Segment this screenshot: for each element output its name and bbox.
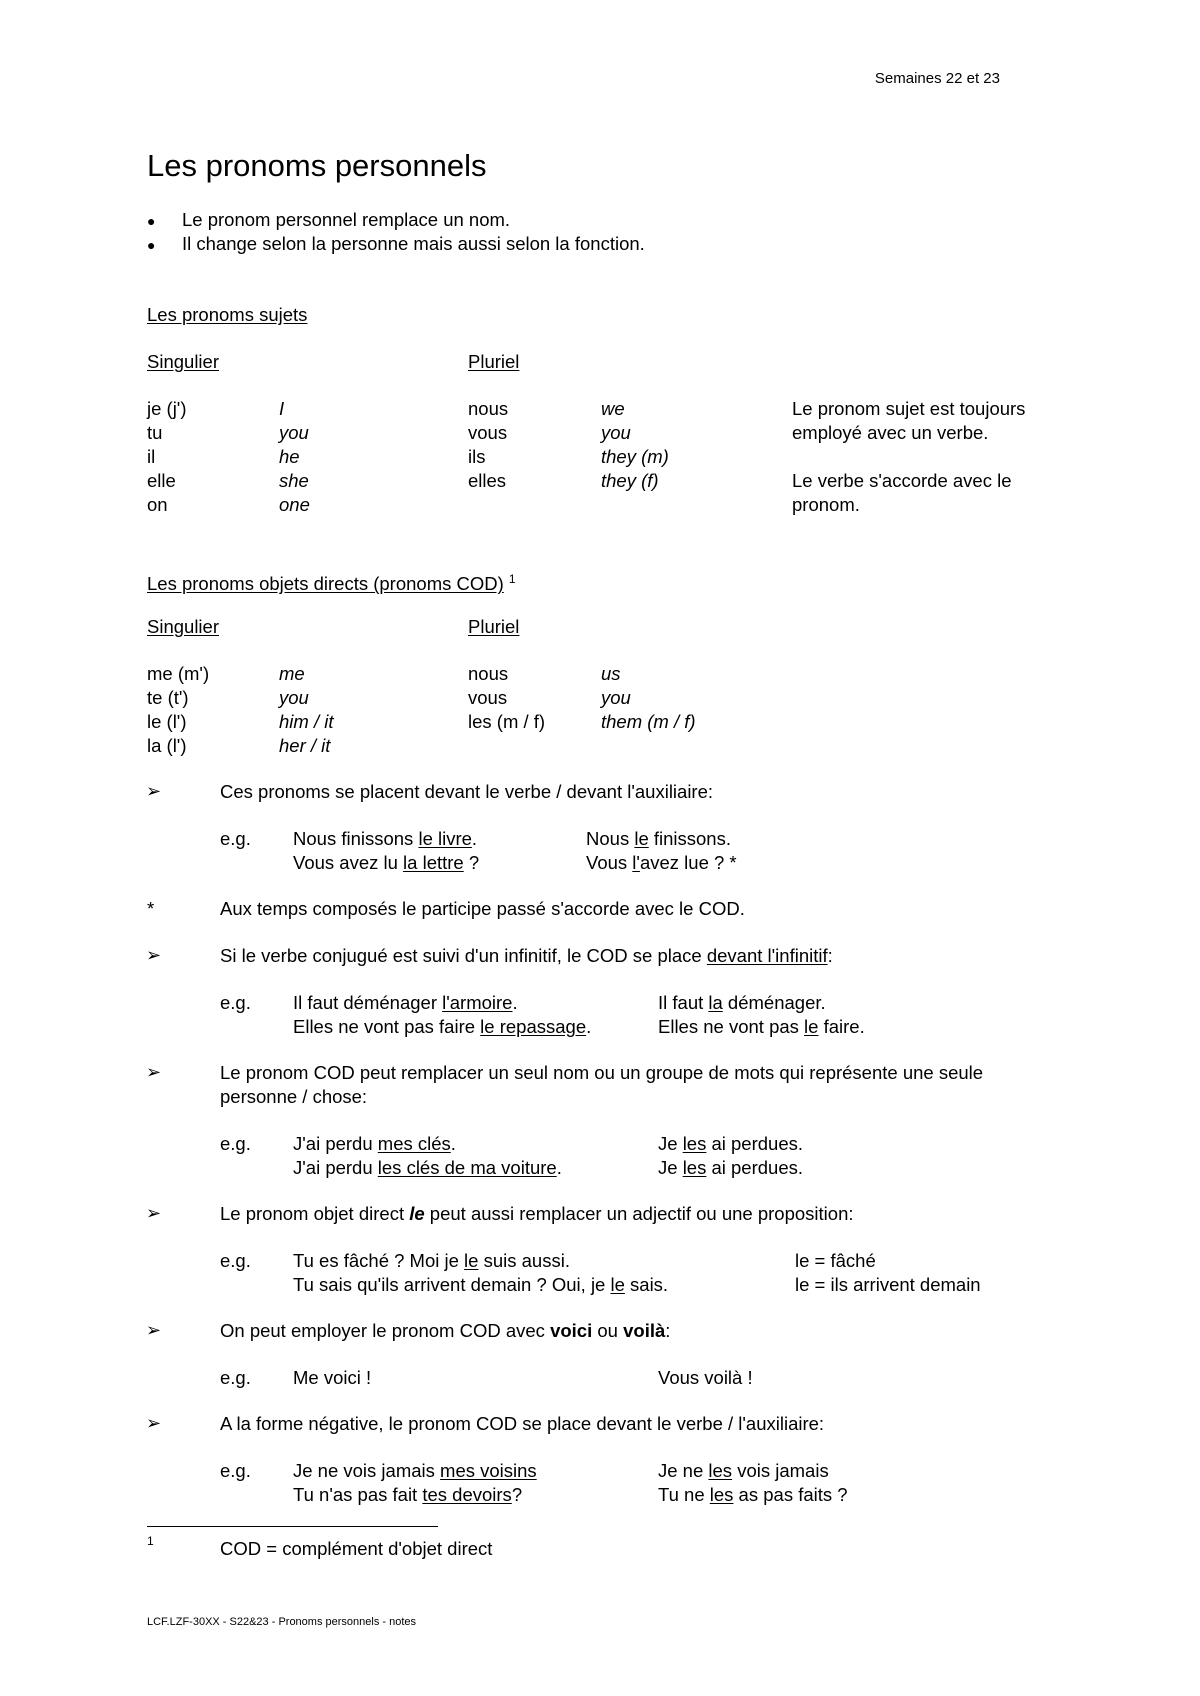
rule-3-text-line-1: Le pronom COD peut remplacer un seul nom ou un groupe de mots qui représente une seule	[220, 1062, 984, 1083]
arrow-bullet-icon: ➢	[146, 1062, 162, 1082]
subject-pl-fr: nous	[468, 398, 509, 419]
subject-sg-en: she	[279, 470, 309, 491]
cod-pl-en: you	[601, 687, 631, 708]
cod-sg-fr: te (t')	[147, 687, 189, 708]
subject-pl-fr: vous	[468, 422, 508, 443]
rule-6-text: A la forme négative, le pronom COD se place devant le verbe / l'auxiliaire:	[220, 1413, 825, 1434]
rule-1-text: Ces pronoms se placent devant le verbe / devant l'auxiliaire:	[220, 781, 714, 802]
subject-note-1b: employé avec un verbe.	[792, 422, 989, 443]
rule-4-example-1: Tu es fâché ? Moi je le suis aussi.	[293, 1250, 570, 1271]
footnote-text: COD = complément d'objet direct	[220, 1538, 493, 1559]
example-eg-label: e.g.	[220, 1460, 251, 1481]
subject-sg-en: I	[279, 398, 285, 419]
cod-pl-en: us	[601, 663, 621, 684]
intro-bullet-2: Il change selon la personne mais aussi selon la fonction.	[182, 233, 645, 254]
cod-heading: Les pronoms objets directs (pronoms COD) $^1$	[147, 572, 516, 595]
cod-sg-en: you	[279, 687, 309, 708]
cod-sg-fr: le (l')	[147, 711, 187, 732]
subject-singular-label: Singulier	[147, 351, 219, 372]
rule-1-example-1: Nous finissons le livre.	[293, 828, 478, 849]
subject-pl-en: you	[601, 422, 631, 443]
rule-1-answer-2: Vous l'avez lue ? *	[586, 852, 737, 873]
subject-plural-label: Pluriel	[468, 351, 520, 372]
cod-pl-fr: les (m / f)	[468, 711, 546, 732]
footnote-mark: 1	[147, 1534, 154, 1548]
cod-pl-fr: vous	[468, 687, 508, 708]
subject-pl-en: they (m)	[601, 446, 669, 467]
subject-sg-en: you	[279, 422, 309, 443]
rule-6-example-2: Tu n'as pas fait tes devoirs?	[293, 1484, 523, 1505]
subject-heading: Les pronoms sujets	[147, 304, 308, 325]
arrow-bullet-icon: ➢	[146, 945, 162, 965]
rule-1-answer-1: Nous le finissons.	[586, 828, 731, 849]
example-eg-label: e.g.	[220, 1133, 251, 1154]
footnote-separator	[147, 1526, 438, 1527]
intro-bullet-1: Le pronom personnel remplace un nom.	[182, 209, 511, 230]
subject-sg-en: he	[279, 446, 300, 467]
rule-3-example-1: J'ai perdu mes clés.	[293, 1133, 456, 1154]
subject-pl-en: we	[601, 398, 625, 419]
rule-6-answer-2: Tu ne les as pas faits ?	[658, 1484, 848, 1505]
bullet-dot: ●	[147, 213, 156, 229]
subject-pl-en: they (f)	[601, 470, 659, 491]
cod-sg-en: me	[279, 663, 305, 684]
rule-4-example-2: Tu sais qu'ils arrivent demain ? Oui, je le sais.	[293, 1274, 669, 1295]
arrow-bullet-icon: ➢	[146, 781, 162, 801]
example-eg-label: e.g.	[220, 1250, 251, 1271]
cod-pl-fr: nous	[468, 663, 509, 684]
rule-6-example-1: Je ne vois jamais mes voisins	[293, 1460, 537, 1481]
subject-note-2a: Le verbe s'accorde avec le	[792, 470, 1012, 491]
arrow-bullet-icon: ➢	[146, 1413, 162, 1433]
subject-note-1a: Le pronom sujet est toujours	[792, 398, 1026, 419]
subject-sg-fr: on	[147, 494, 168, 515]
rule-2-example-2: Elles ne vont pas faire le repassage.	[293, 1016, 592, 1037]
subject-sg-en: one	[279, 494, 310, 515]
arrow-bullet-icon: ➢	[146, 1203, 162, 1223]
subject-sg-fr: elle	[147, 470, 176, 491]
rule-3-text-line-2: personne / chose:	[220, 1086, 368, 1107]
subject-note-2b: pronom.	[792, 494, 860, 515]
page-title: Les pronoms personnels	[147, 148, 487, 183]
rule-3-answer-2: Je les ai perdues.	[658, 1157, 804, 1178]
bullet-dot: ●	[147, 237, 156, 253]
page-header-weeks: Semaines 22 et 23	[874, 70, 1000, 87]
subject-sg-fr: il	[147, 446, 156, 467]
cod-sg-fr: me (m')	[147, 663, 210, 684]
rule-3-answer-1: Je les ai perdues.	[658, 1133, 804, 1154]
rule-1-example-2: Vous avez lu la lettre ?	[293, 852, 480, 873]
arrow-bullet-icon: ➢	[146, 1320, 162, 1340]
rule-4-gloss-2: le = ils arrivent demain	[795, 1274, 981, 1295]
rule-5-text: On peut employer le pronom COD avec voici ou voilà:	[220, 1320, 671, 1341]
example-eg-label: e.g.	[220, 828, 251, 849]
subject-sg-fr: je (j')	[147, 398, 187, 419]
rule-4-gloss-1: le = fâché	[795, 1250, 876, 1271]
page-footer: LCF.LZF-30XX - S22&23 - Pronoms personnels - notes	[147, 1616, 417, 1628]
star-mark: *	[147, 898, 155, 919]
subject-pl-fr: elles	[468, 470, 507, 491]
rule-2-text: Si le verbe conjugué est suivi d'un infinitif, le COD se place devant l'infinitif:	[220, 945, 833, 966]
rule-4-text: Le pronom objet direct le peut aussi remplacer un adjectif ou une proposition:	[220, 1203, 854, 1224]
subject-pl-fr: ils	[468, 446, 486, 467]
rule-2-answer-2: Elles ne vont pas le faire.	[658, 1016, 865, 1037]
cod-sg-fr: la (l')	[147, 735, 187, 756]
cod-plural-label: Pluriel	[468, 616, 520, 637]
cod-sg-en: him / it	[279, 711, 334, 732]
rule-5-answer-1: Vous voilà !	[658, 1367, 753, 1388]
star-note-text: Aux temps composés le participe passé s'accorde avec le COD.	[220, 898, 745, 919]
cod-pl-en: them (m / f)	[601, 711, 696, 732]
subject-sg-fr: tu	[147, 422, 163, 443]
rule-2-example-1: Il faut déménager l'armoire.	[293, 992, 518, 1013]
cod-sg-en: her / it	[279, 735, 331, 756]
rule-2-answer-1: Il faut la déménager.	[658, 992, 826, 1013]
example-eg-label: e.g.	[220, 1367, 251, 1388]
rule-5-example-1: Me voici !	[293, 1367, 372, 1388]
example-eg-label: e.g.	[220, 992, 251, 1013]
cod-singular-label: Singulier	[147, 616, 219, 637]
rule-6-answer-1: Je ne les vois jamais	[658, 1460, 829, 1481]
rule-3-example-2: J'ai perdu les clés de ma voiture.	[293, 1157, 562, 1178]
